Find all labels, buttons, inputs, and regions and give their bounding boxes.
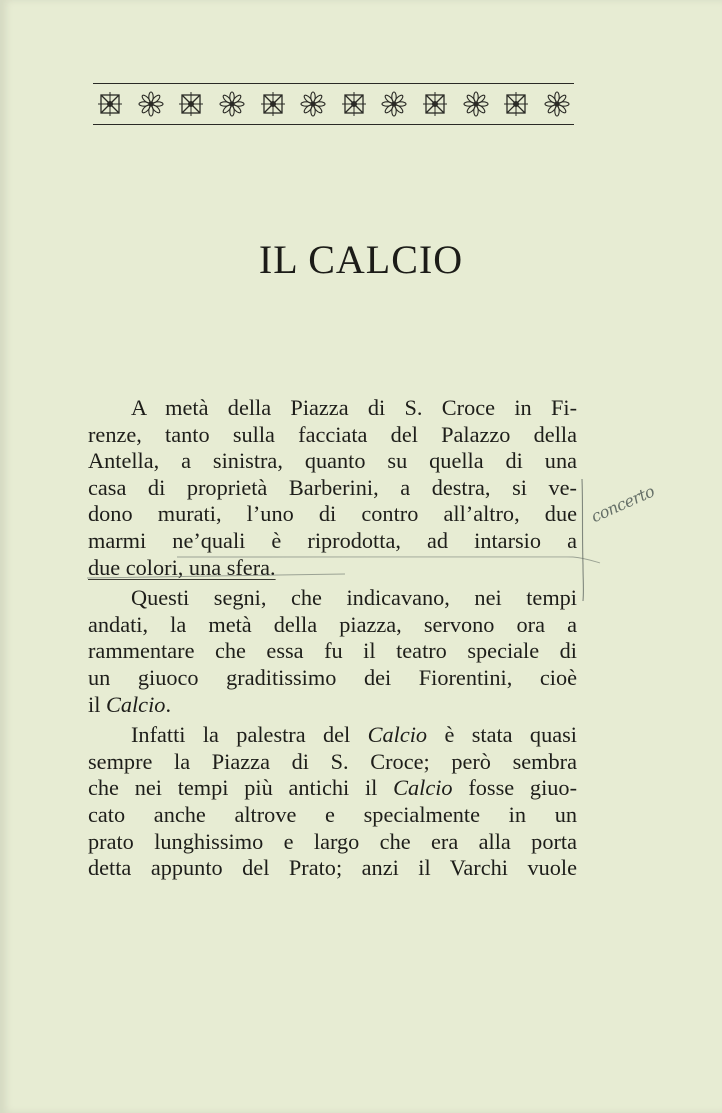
- text-line: andati, la metà della piazza, servono ora a: [88, 611, 577, 637]
- text-line: [88, 722, 577, 749]
- body-text: [88, 395, 577, 882]
- floral-star-ornament: [219, 91, 245, 117]
- star-cross-ornament: [503, 91, 529, 117]
- floral-star-ornament: [381, 91, 407, 117]
- text-span: che nei tempi più antichi il: [88, 775, 394, 801]
- text-line: casa di proprietà Barberini, a destra, si ve-: [88, 474, 577, 500]
- floral-star-ornament: [463, 91, 489, 117]
- text-line: renze, tanto sulla facciata del Palazzo della: [88, 421, 577, 447]
- text-line: [88, 555, 577, 582]
- text-span: .: [165, 691, 172, 717]
- text-line: Antella, a sinistra, quanto su quella di una: [88, 448, 577, 474]
- star-cross-ornament: [341, 91, 367, 117]
- star-cross-ornament: [178, 91, 204, 117]
- text-line: dono murati, l’uno di contro all’altro, due: [88, 501, 577, 527]
- text-line: rammentare che essa fu il teatro speciale di: [88, 638, 577, 664]
- text-line: [88, 692, 577, 719]
- text-line: un giuoco graditissimo dei Fiorentini, cioè: [88, 664, 577, 690]
- text-span: è stata quasi: [427, 722, 577, 748]
- text-line: cato anche altrove e specialmente in un: [88, 801, 577, 827]
- italic-word: Calcio: [105, 691, 166, 717]
- italic-word: Calcio: [367, 722, 428, 748]
- pencil-margin-bracket: [574, 475, 594, 605]
- handwritten-margin-note: [588, 482, 657, 527]
- floral-star-ornament: [544, 91, 570, 117]
- chapter-title: IL CALCIO: [258, 237, 464, 282]
- text-line: A metà della Piazza di S. Croce in Fi-: [131, 395, 577, 420]
- text-line: marmi ne’quali è riprodotta, ad intarsio a: [88, 527, 577, 553]
- text-line: detta appunto del Prato; anzi il Varchi vuole: [88, 855, 577, 881]
- text-span: fosse giuo-: [452, 775, 577, 801]
- text-line: Questi segni, che indicavano, nei tempi: [131, 585, 577, 611]
- text-line: [88, 775, 577, 802]
- floral-star-ornament: [138, 91, 164, 117]
- underlined-phrase: due colori, una sfera.: [88, 554, 276, 580]
- text-span: il: [88, 691, 106, 717]
- text-line: prato lunghissimo e largo che era alla porta: [88, 828, 577, 854]
- ornamental-header-band: [93, 83, 574, 125]
- floral-star-ornament: [300, 91, 326, 117]
- text-line: sempre la Piazza di S. Croce; però sembra: [88, 748, 577, 774]
- star-cross-ornament: [422, 91, 448, 117]
- star-cross-ornament: [260, 91, 286, 117]
- margin-note-text: concerto: [588, 481, 658, 527]
- italic-word: Calcio: [393, 775, 453, 801]
- text-span: Infatti la palestra del: [131, 722, 368, 748]
- star-cross-ornament: [97, 91, 123, 117]
